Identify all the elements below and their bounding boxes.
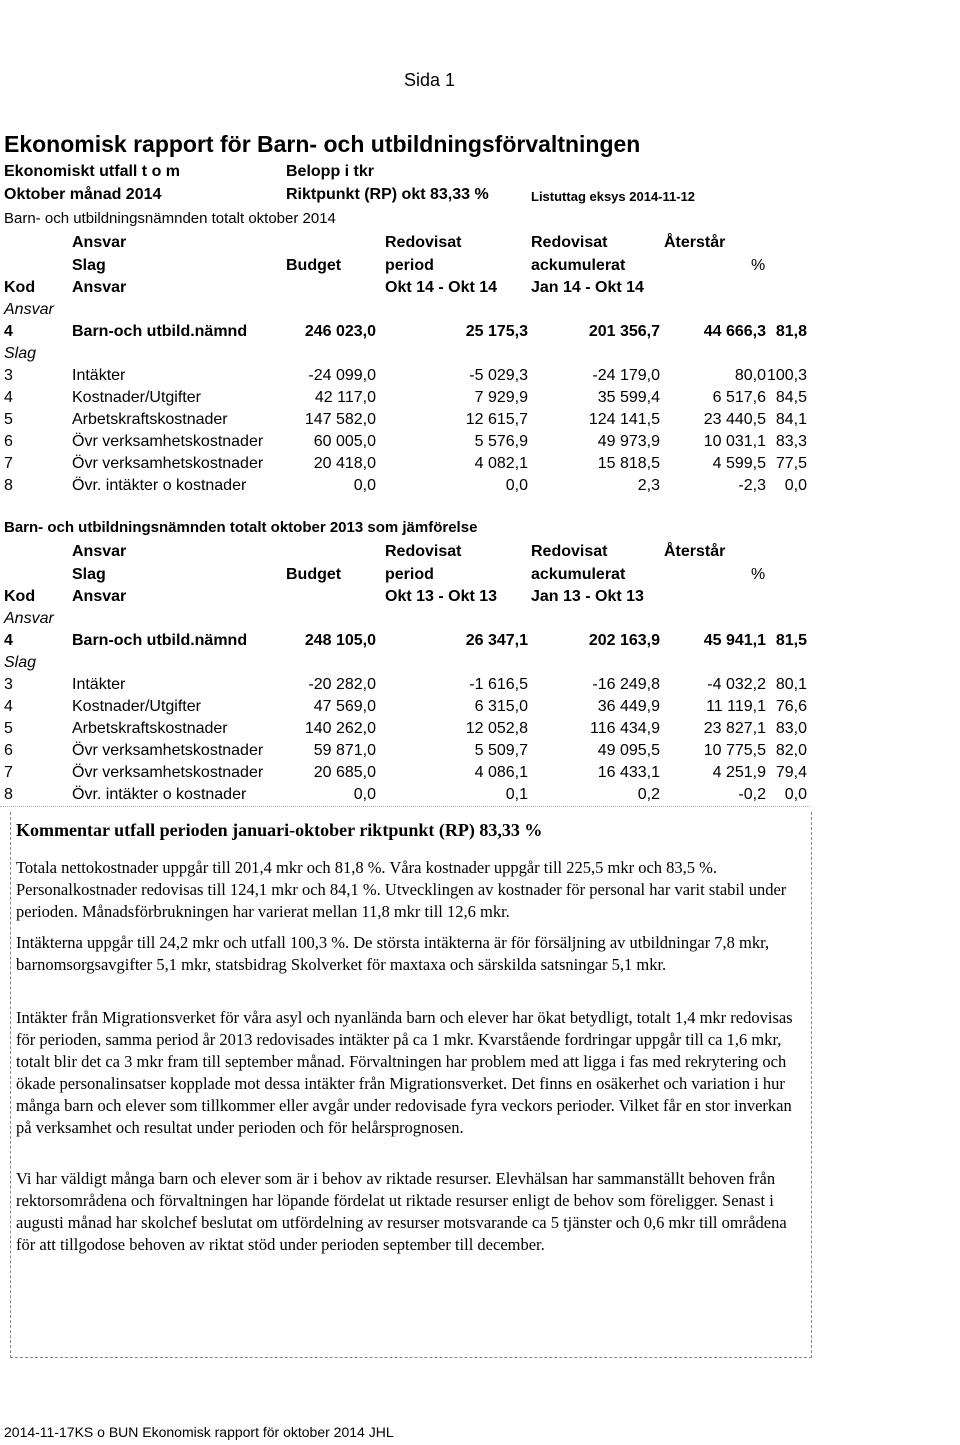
header-aterstar: Återstår — [664, 234, 726, 251]
header-ack-range: Jan 14 - Okt 14 — [531, 279, 644, 296]
cell-percent: 83,3 — [775, 433, 807, 450]
cell-budget: 0,0 — [353, 477, 376, 494]
cell-kod: 4 — [4, 698, 13, 715]
cell-kod: 8 — [4, 786, 13, 803]
table-row — [0, 676, 960, 698]
page-label: Sida 1 — [404, 70, 456, 90]
cell-aterstar: 23 440,5 — [703, 411, 766, 428]
cell-ack: 35 599,4 — [597, 389, 660, 406]
table-row — [0, 389, 960, 411]
table-row — [0, 698, 960, 720]
cell-period: -1 616,5 — [469, 676, 528, 693]
meta-belopp-label: Belopp i tkr — [286, 163, 375, 180]
cell-budget: 59 871,0 — [313, 742, 376, 759]
cell-kod: 4 — [4, 632, 13, 649]
cell-ack: 202 163,9 — [588, 632, 660, 649]
table-row — [0, 720, 960, 742]
cell-aterstar: 4 599,5 — [712, 455, 766, 472]
cell-kod: 7 — [4, 455, 13, 472]
header-budget: Budget — [286, 566, 342, 583]
header-redovisat-period: Redovisat — [385, 543, 462, 560]
header-ackumulerat: ackumulerat — [531, 257, 626, 274]
header-period: period — [385, 566, 434, 583]
cell-name: Barn-och utbild.nämnd — [72, 323, 248, 340]
table-row — [0, 742, 960, 764]
header-redovisat-ack: Redovisat — [531, 543, 608, 560]
cell-aterstar: -4 032,2 — [707, 676, 766, 693]
meta-utfall-label: Ekonomiskt utfall t o m — [4, 163, 181, 180]
cell-name: Övr verksamhetskostnader — [72, 742, 264, 759]
cell-ack: 201 356,7 — [588, 323, 660, 340]
header-budget: Budget — [286, 257, 342, 274]
cell-kod: 3 — [4, 367, 13, 384]
cell-name: Intäkter — [72, 367, 126, 384]
cell-budget: 248 105,0 — [304, 632, 376, 649]
table-row — [0, 455, 960, 477]
cell-aterstar: 23 827,1 — [703, 720, 766, 737]
cell-period: -5 029,3 — [469, 367, 528, 384]
comment-paragraph: Intäkter från Migrationsverket för våra asyl och nyanlända barn och elever har ökat betydligt, totalt 1,4 mkr redovisas för perioden, samma period år 2013 redovisades intäkter på ca 1 mkr. Kvarstående fordringar uppgår till ca 1,6 mkr, totalt blir det ca 3 mkr fram till september månad. Förvaltningen har problem med att ligga i fas med rekrytering och ökade personalinsatser kopplade mot dessa intäkter från Migrationsverket. Det finns en osäkerhet och variation i hur många barn och elever som tillkommer eller avgår under redovisade fyra veckors perioder. Vilket får en stor inverkan på verksamhet och resultat under perioden och för helårsprognosen. — [16, 1008, 793, 1137]
cell-name: Övr verksamhetskostnader — [72, 764, 264, 781]
cell-percent: 76,6 — [775, 698, 807, 715]
cell-budget: 246 023,0 — [304, 323, 376, 340]
comment-paragraph: Vi har väldigt många barn och elever som är i behov av riktade resurser. Elevhälsan har sammanställt behoven från rektorsområdena och förvaltningen har löpande fördelat ut riktade resurser enligt de behov som föreligger. Senast i augusti månad har skolchef beslutat om utfördelning av resurser motsvarande ca 5 tjänster och 0,6 mkr till områdena för att tillgodose behoven av riktat stöd under perioden september till december. — [16, 1169, 787, 1254]
cell-budget: 20 685,0 — [313, 764, 376, 781]
cell-percent: 84,5 — [775, 389, 807, 406]
cell-ack: 0,2 — [637, 786, 660, 803]
slag-label: Slag — [4, 654, 37, 671]
meta-month-label: Oktober månad 2014 — [4, 186, 162, 203]
cell-percent: 0,0 — [784, 786, 807, 803]
cell-kod: 7 — [4, 764, 13, 781]
cell-name: Arbetskraftskostnader — [72, 720, 228, 737]
footer-filename: 2014-11-17KS o BUN Ekonomisk rapport för oktober 2014 JHL — [4, 1424, 394, 1440]
header-percent: % — [751, 566, 766, 583]
cell-kod: 6 — [4, 433, 13, 450]
cell-ack: -16 249,8 — [592, 676, 660, 693]
cell-budget: 42 117,0 — [314, 389, 376, 406]
cell-budget: -20 282,0 — [308, 676, 376, 693]
slag-label: Slag — [4, 345, 37, 362]
cell-ack: 49 095,5 — [597, 742, 660, 759]
cell-ack: 36 449,9 — [597, 698, 660, 715]
cell-aterstar: 10 775,5 — [703, 742, 766, 759]
meta-riktpunkt-label: Riktpunkt (RP) okt 83,33 % — [286, 186, 489, 203]
header-ansvar-2: Ansvar — [72, 588, 127, 605]
cell-kod: 5 — [4, 720, 13, 737]
cell-percent: 83,0 — [775, 720, 807, 737]
header-kod: Kod — [4, 279, 36, 296]
cell-period: 12 615,7 — [465, 411, 528, 428]
cell-ack: 124 141,5 — [588, 411, 660, 428]
cell-period: 4 082,1 — [474, 455, 528, 472]
table-row-total — [0, 632, 960, 654]
cell-aterstar: 10 031,1 — [703, 433, 766, 450]
ansvar-label: Ansvar — [4, 610, 54, 627]
header-ackumulerat: ackumulerat — [531, 566, 626, 583]
cell-budget: 0,0 — [353, 786, 376, 803]
table-row — [0, 367, 960, 389]
header-redovisat-period: Redovisat — [385, 234, 462, 251]
cell-kod: 5 — [4, 411, 13, 428]
table-row — [0, 411, 960, 433]
header-slag: Slag — [72, 257, 106, 274]
header-kod: Kod — [4, 588, 36, 605]
header-period: period — [385, 257, 434, 274]
comment-heading: Kommentar utfall perioden januari-oktober riktpunkt (RP) 83,33 % — [16, 820, 543, 840]
table-row — [0, 786, 960, 808]
cell-period: 5 509,7 — [474, 742, 528, 759]
header-period-range: Okt 14 - Okt 14 — [385, 279, 498, 296]
header-ack-range: Jan 13 - Okt 13 — [531, 588, 644, 605]
header-period-range: Okt 13 - Okt 13 — [385, 588, 498, 605]
cell-budget: 47 569,0 — [313, 698, 376, 715]
cell-percent: 81,8 — [775, 323, 807, 340]
cell-name: Övr verksamhetskostnader — [72, 433, 264, 450]
table-row — [0, 477, 960, 499]
table-row — [0, 433, 960, 455]
header-aterstar: Återstår — [664, 543, 726, 560]
meta-listuttag: Listuttag eksys 2014-11-12 — [531, 189, 696, 204]
cell-percent: 0,0 — [784, 477, 807, 494]
header-ansvar: Ansvar — [72, 234, 127, 251]
table-heading: Barn- och utbildningsnämnden totalt oktober 2013 som jämförelse — [4, 519, 478, 536]
cell-name: Intäkter — [72, 676, 126, 693]
comment-paragraph: Intäkterna uppgår till 24,2 mkr och utfall 100,3 %. De största intäkterna är för försäljning av utbildningar 7,8 mkr, barnomsorgsavgifter 5,1 mkr, statsbidrag Skolverket för maxtaxa och särskilda satsningar 5,1 mkr. — [16, 933, 770, 974]
cell-aterstar: 45 941,1 — [703, 632, 766, 649]
cell-period: 6 315,0 — [474, 698, 528, 715]
cell-aterstar: 4 251,9 — [712, 764, 766, 781]
cell-ack: 16 433,1 — [597, 764, 660, 781]
cell-period: 25 175,3 — [465, 323, 528, 340]
cell-budget: 20 418,0 — [313, 455, 376, 472]
cell-aterstar: -2,3 — [738, 477, 766, 494]
cell-kod: 6 — [4, 742, 13, 759]
cell-ack: 2,3 — [637, 477, 660, 494]
cell-period: 4 086,1 — [474, 764, 528, 781]
cell-budget: 140 262,0 — [304, 720, 376, 737]
cell-aterstar: 11 119,1 — [706, 698, 766, 715]
table-row-total — [0, 323, 960, 345]
header-redovisat-ack: Redovisat — [531, 234, 608, 251]
comment-paragraph: Totala nettokostnader uppgår till 201,4 mkr och 81,8 %. Våra kostnader uppgår till 225,5 mkr och 83,5 %. Personalkostnader redovisas till 124,1 mkr och 84,1 %. Utvecklingen av kostnader för personal har varit stabil under perioden. Månadsförbrukningen har varierat mellan 11,8 mkr till 12,6 mkr. — [16, 858, 787, 921]
header-ansvar: Ansvar — [72, 543, 127, 560]
cell-kod: 8 — [4, 477, 13, 494]
cell-ack: 116 434,9 — [590, 720, 660, 737]
cell-name: Övr verksamhetskostnader — [72, 455, 264, 472]
cell-aterstar: 80,0 — [734, 367, 766, 384]
cell-kod: 3 — [4, 676, 13, 693]
cell-percent: 100,3 — [766, 367, 807, 384]
header-slag: Slag — [72, 566, 106, 583]
cell-period: 12 052,8 — [465, 720, 528, 737]
cell-budget: -24 099,0 — [308, 367, 376, 384]
cell-period: 26 347,1 — [465, 632, 528, 649]
cell-period: 5 576,9 — [474, 433, 528, 450]
cell-ack: 49 973,9 — [597, 433, 660, 450]
cell-ack: 15 818,5 — [597, 455, 660, 472]
cell-percent: 81,5 — [775, 632, 807, 649]
cell-budget: 147 582,0 — [304, 411, 376, 428]
cell-kod: 4 — [4, 323, 13, 340]
table-heading: Barn- och utbildningsnämnden totalt oktober 2014 — [4, 210, 336, 227]
ansvar-label: Ansvar — [4, 301, 54, 318]
cell-aterstar: 6 517,6 — [712, 389, 766, 406]
cell-period: 0,1 — [505, 786, 528, 803]
table-row — [0, 764, 960, 786]
cell-percent: 82,0 — [775, 742, 807, 759]
header-ansvar-2: Ansvar — [72, 279, 127, 296]
cell-aterstar: 44 666,3 — [703, 323, 766, 340]
header-percent: % — [751, 257, 766, 274]
cell-name: Övr. intäkter o kostnader — [72, 786, 247, 803]
report-title: Ekonomisk rapport för Barn- och utbildningsförvaltningen — [4, 131, 641, 157]
cell-kod: 4 — [4, 389, 13, 406]
table-divider — [0, 806, 810, 807]
cell-name: Barn-och utbild.nämnd — [72, 632, 248, 649]
cell-percent: 77,5 — [775, 455, 807, 472]
cell-name: Kostnader/Utgifter — [72, 698, 201, 715]
cell-period: 7 929,9 — [474, 389, 528, 406]
cell-percent: 80,1 — [775, 676, 807, 693]
cell-aterstar: -0,2 — [738, 786, 766, 803]
cell-percent: 84,1 — [775, 411, 807, 428]
cell-name: Arbetskraftskostnader — [72, 411, 228, 428]
cell-name: Kostnader/Utgifter — [72, 389, 201, 406]
cell-ack: -24 179,0 — [592, 367, 660, 384]
cell-percent: 79,4 — [775, 764, 807, 781]
cell-name: Övr. intäkter o kostnader — [72, 477, 247, 494]
cell-budget: 60 005,0 — [313, 433, 376, 450]
cell-period: 0,0 — [505, 477, 528, 494]
